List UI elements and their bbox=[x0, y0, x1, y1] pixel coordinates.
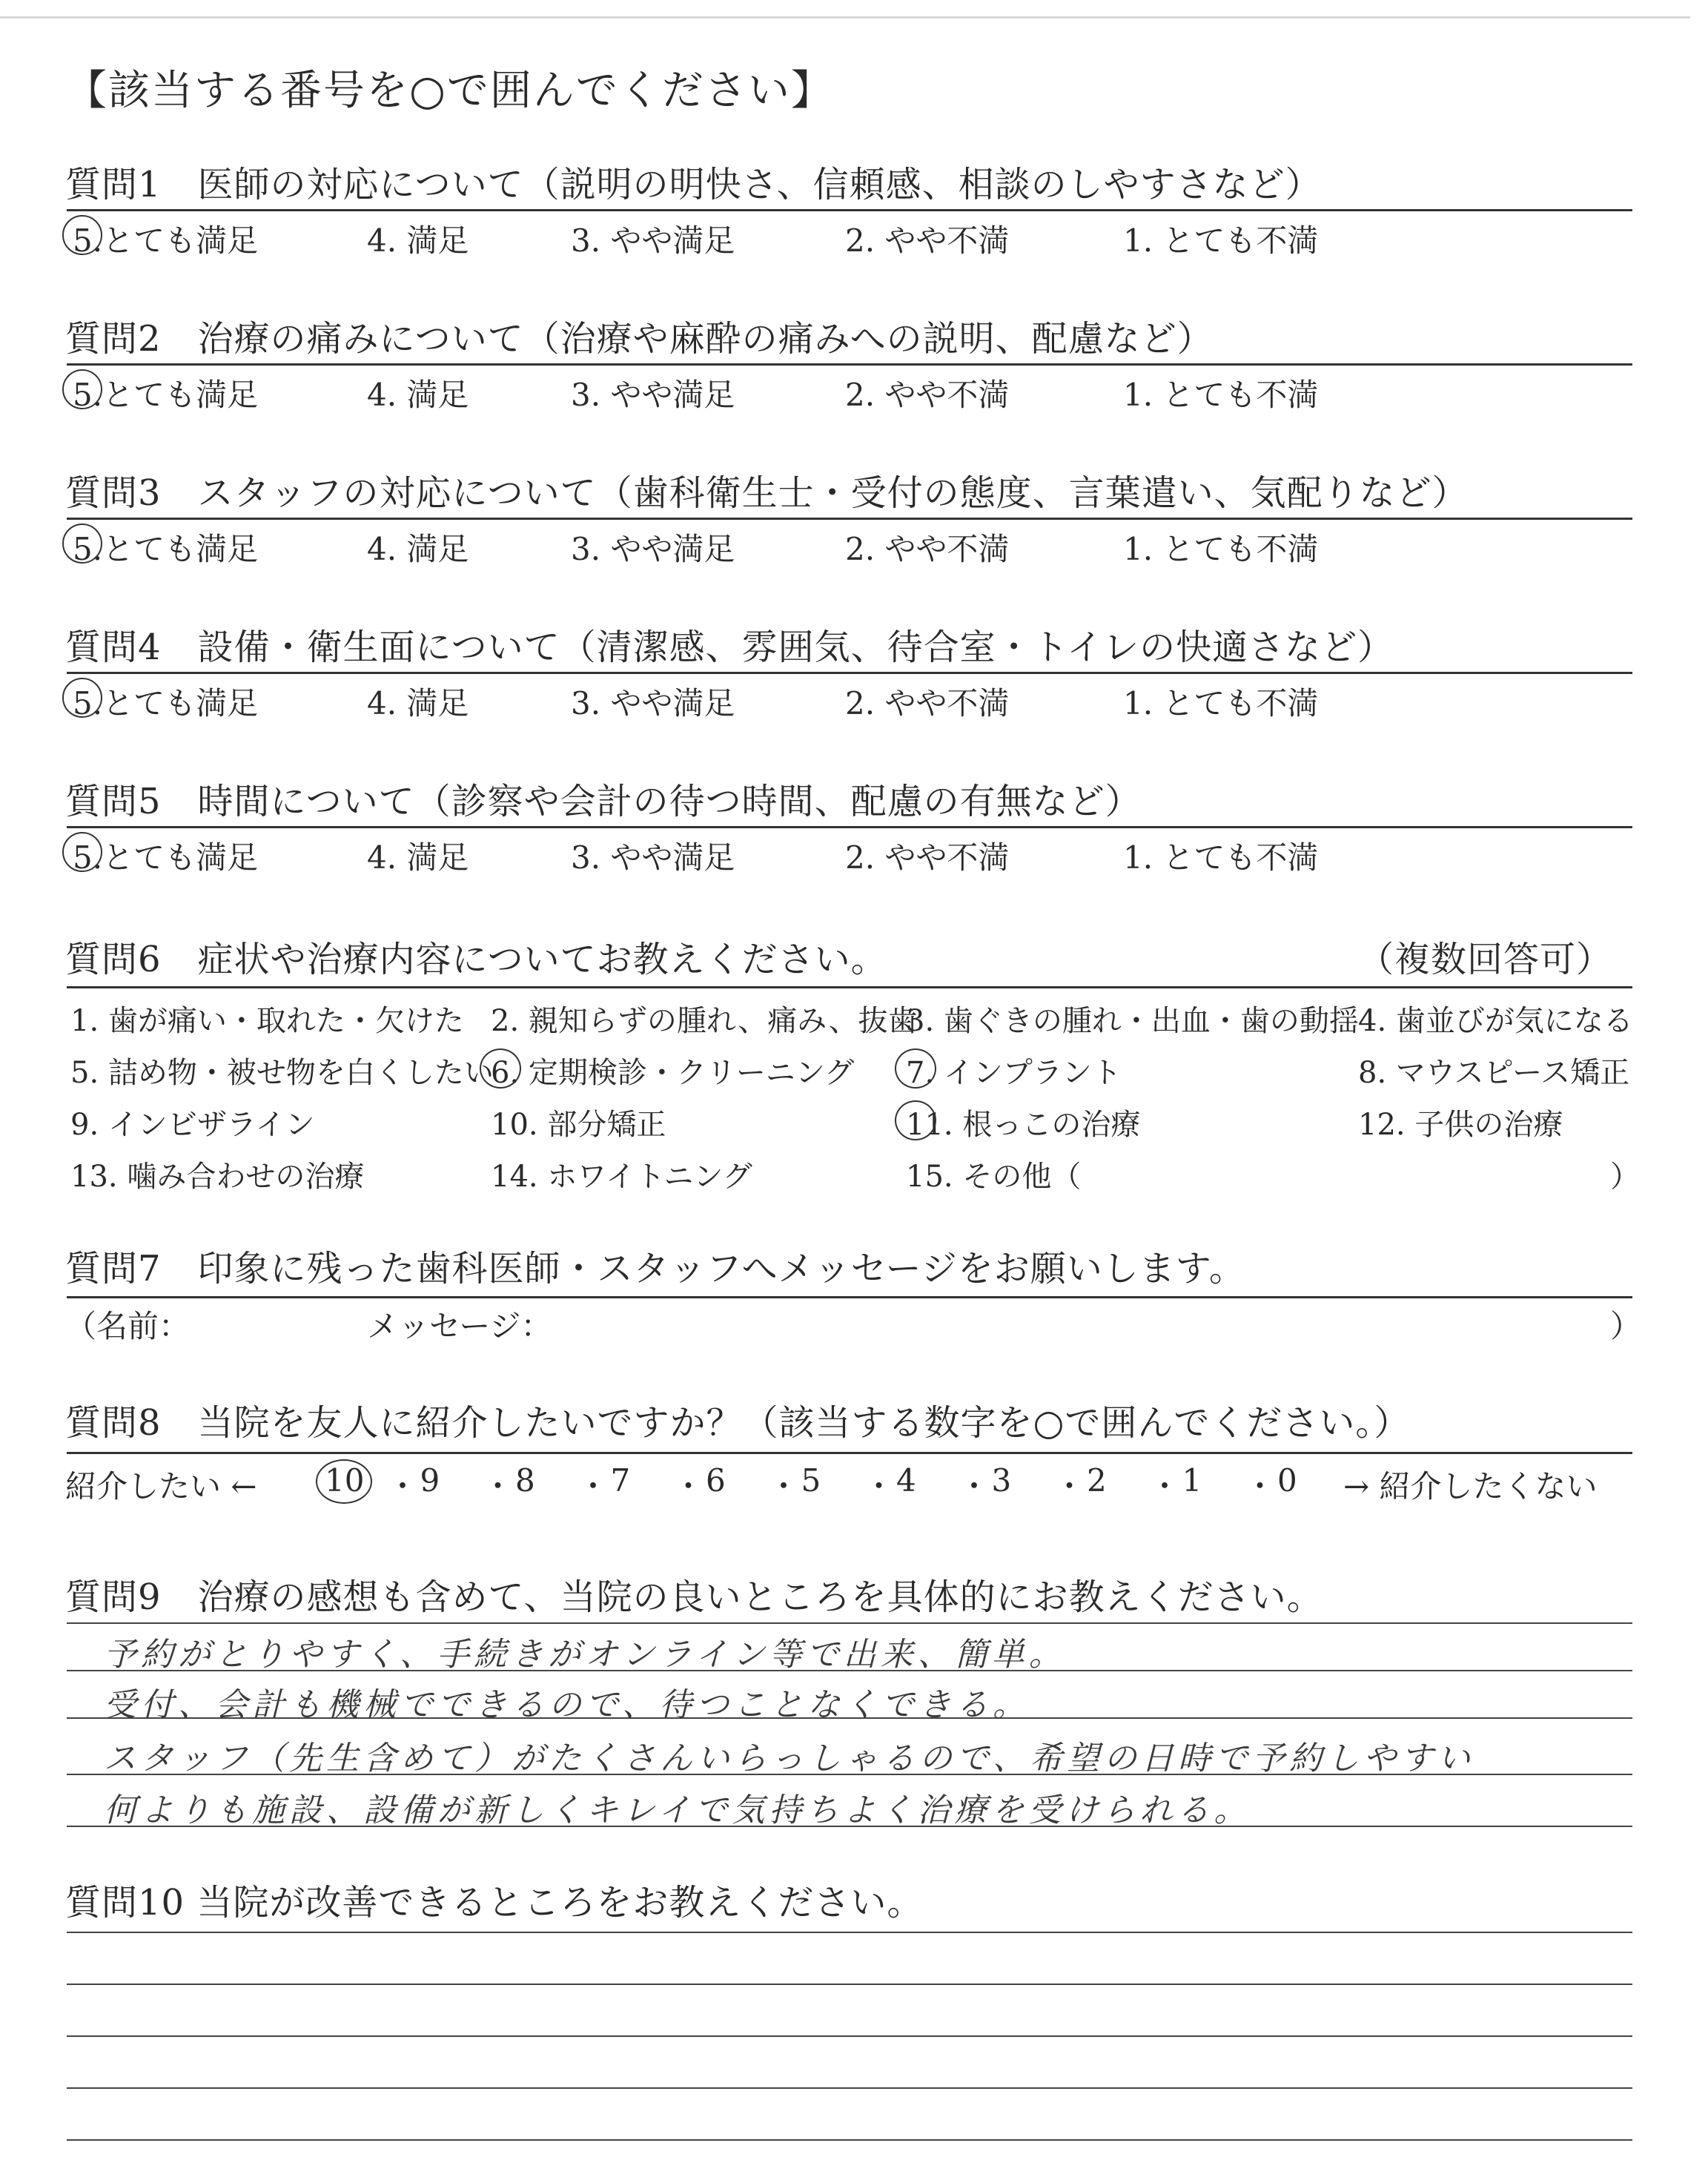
selection-circle bbox=[62, 678, 102, 718]
q8-scale-dot: ・ bbox=[959, 1468, 990, 1505]
selection-circle bbox=[62, 369, 102, 409]
q8-scale-value[interactable]: 3 bbox=[991, 1462, 1012, 1499]
q6-option[interactable]: 1. 歯が痛い・取れた・欠けた bbox=[70, 1004, 464, 1038]
q8-scale-dot: ・ bbox=[577, 1468, 609, 1505]
rating-option[interactable]: 1. とても不満 bbox=[1123, 685, 1319, 721]
rating-option[interactable]: 2. やや不満 bbox=[845, 839, 1010, 876]
q10-line-3 bbox=[67, 2087, 1632, 2089]
q6-option[interactable]: 15. その他（ bbox=[906, 1160, 1082, 1194]
rating-option[interactable]: 5.とても満足 bbox=[73, 377, 259, 413]
rating-option[interactable]: 5.とても満足 bbox=[73, 685, 259, 721]
q6-rule bbox=[67, 986, 1632, 988]
rating-option[interactable]: 3. やや満足 bbox=[571, 685, 735, 721]
q8-scale-dot: ・ bbox=[1053, 1468, 1085, 1505]
rating-option[interactable]: 2. やや不満 bbox=[845, 685, 1010, 721]
q8-scale-value[interactable]: 4 bbox=[896, 1462, 916, 1499]
question-rule bbox=[67, 209, 1632, 211]
q8-scale-value[interactable]: 5 bbox=[801, 1462, 821, 1499]
q9-answer-line: 何よりも施設、設備が新しくキレイで気持ちよく治療を受けられる。 bbox=[104, 1791, 1251, 1829]
q8-scale-value[interactable]: 2 bbox=[1087, 1462, 1107, 1499]
q7-title: 質問7 印象に残った歯科医師・スタッフへメッセージをお願いします。 bbox=[65, 1248, 1245, 1289]
q9-line-0 bbox=[67, 1622, 1632, 1624]
q6-option[interactable]: 10. 部分矯正 bbox=[491, 1108, 666, 1142]
question-rule bbox=[67, 826, 1632, 828]
q7-close-paren: ） bbox=[1610, 1308, 1642, 1344]
rating-option[interactable]: 3. やや満足 bbox=[571, 531, 735, 567]
q10-title: 質問10 当院が改善できるところをお教えください。 bbox=[65, 1882, 924, 1923]
q6-option[interactable]: 8. マウスピース矯正 bbox=[1358, 1056, 1630, 1090]
q6-option[interactable]: 12. 子供の治療 bbox=[1358, 1108, 1563, 1142]
rating-option[interactable]: 1. とても不満 bbox=[1123, 531, 1319, 567]
q7-message-label: メッセージ： bbox=[367, 1308, 552, 1344]
rating-option[interactable]: 4. 満足 bbox=[367, 839, 469, 876]
q10-line-4 bbox=[67, 2139, 1632, 2141]
q8-scale-value[interactable]: 1 bbox=[1182, 1462, 1202, 1499]
question-rule bbox=[67, 672, 1632, 674]
rating-option[interactable]: 4. 満足 bbox=[367, 685, 469, 721]
question-rule bbox=[67, 363, 1632, 366]
q6-option: ） bbox=[1610, 1160, 1640, 1194]
q10-line-1 bbox=[67, 1984, 1632, 1985]
q9-title: 質問9 治療の感想も含めて、当院の良いところを具体的にお教えください。 bbox=[65, 1576, 1323, 1618]
selection-circle bbox=[480, 1048, 521, 1089]
q9-answer-line: 予約がとりやすく、手続きがオンライン等で出来、簡単。 bbox=[104, 1636, 1066, 1674]
rating-option[interactable]: 4. 満足 bbox=[367, 377, 469, 413]
selection-circle bbox=[316, 1459, 372, 1504]
rating-option[interactable]: 2. やや不満 bbox=[845, 222, 1010, 259]
q6-option[interactable]: 9. インビザライン bbox=[70, 1108, 315, 1142]
q6-note: （複数回答可） bbox=[1358, 939, 1613, 980]
rating-option[interactable]: 1. とても不満 bbox=[1123, 222, 1319, 259]
q9-answer-line: スタッフ（先生含めて）がたくさんいらっしゃるので、希望の日時で予約しやすい bbox=[104, 1740, 1475, 1777]
q6-option[interactable]: 6. 定期検診・クリーニング bbox=[491, 1056, 855, 1090]
q7-rule bbox=[67, 1296, 1632, 1298]
rating-option[interactable]: 4. 満足 bbox=[367, 222, 469, 259]
rating-option[interactable]: 2. やや不満 bbox=[845, 531, 1010, 567]
rating-option[interactable]: 5.とても満足 bbox=[73, 839, 259, 876]
question-title: 質問5 時間について（診察や会計の待つ時間、配慮の有無など） bbox=[65, 781, 1142, 822]
q8-rule bbox=[67, 1452, 1632, 1454]
q6-option[interactable]: 5. 詰め物・被せ物を白くしたい bbox=[70, 1056, 494, 1090]
q8-scale-dot: ・ bbox=[1149, 1468, 1181, 1505]
q8-left-label: 紹介したい ← bbox=[65, 1468, 257, 1505]
selection-circle bbox=[62, 215, 102, 255]
selection-circle bbox=[62, 524, 102, 564]
q6-option[interactable]: 11. 根っこの治療 bbox=[906, 1108, 1141, 1142]
q8-scale-value[interactable]: 7 bbox=[610, 1462, 631, 1499]
top-border bbox=[0, 16, 1690, 19]
selection-circle bbox=[62, 832, 102, 872]
q6-option[interactable]: 13. 噛み合わせの治療 bbox=[70, 1160, 365, 1194]
q6-option[interactable]: 2. 親知らずの腫れ、痛み、抜歯 bbox=[491, 1004, 918, 1038]
q8-scale-dot: ・ bbox=[672, 1468, 704, 1505]
rating-option[interactable]: 5.とても満足 bbox=[73, 222, 259, 259]
q8-scale-value[interactable]: 8 bbox=[515, 1462, 535, 1499]
rating-option[interactable]: 1. とても不満 bbox=[1123, 377, 1319, 413]
question-title: 質問4 設備・衛生面について（清潔感、雰囲気、待合室・トイレの快適さなど） bbox=[65, 627, 1394, 668]
q6-option[interactable]: 3. 歯ぐきの腫れ・出血・歯の動揺 bbox=[906, 1004, 1359, 1038]
q9-answer-line: 受付、会計も機械でできるので、待つことなくできる。 bbox=[104, 1686, 1030, 1724]
q8-scale-dot: ・ bbox=[482, 1468, 514, 1505]
question-title: 質問1 医師の対応について（説明の明快さ、信頼感、相談のしやすさなど） bbox=[65, 164, 1322, 205]
q6-option[interactable]: 14. ホワイトニング bbox=[491, 1160, 752, 1194]
q8-title: 質問8 当院を友人に紹介したいですか？（該当する数字を○で囲んでください。） bbox=[65, 1402, 1411, 1444]
rating-option[interactable]: 3. やや満足 bbox=[571, 222, 735, 259]
question-title: 質問2 治療の痛みについて（治療や麻酔の痛みへの説明、配慮など） bbox=[65, 318, 1214, 360]
q6-option[interactable]: 7. インプラント bbox=[906, 1056, 1122, 1090]
q6-option[interactable]: 4. 歯並びが気になる bbox=[1358, 1004, 1633, 1038]
q8-right-label: → 紹介したくない bbox=[1343, 1468, 1598, 1505]
rating-option[interactable]: 2. やや不満 bbox=[845, 377, 1010, 413]
rating-option[interactable]: 4. 満足 bbox=[367, 531, 469, 567]
q8-scale-dot: ・ bbox=[387, 1468, 419, 1505]
question-title: 質問3 スタッフの対応について（歯科衛生士・受付の態度、言葉遣い、気配りなど） bbox=[65, 472, 1469, 514]
q10-line-2 bbox=[67, 2035, 1632, 2037]
q8-scale-dot: ・ bbox=[863, 1468, 895, 1505]
q8-scale-value[interactable]: 9 bbox=[420, 1462, 440, 1499]
q7-name-label: （名前： bbox=[65, 1308, 191, 1344]
rating-option[interactable]: 3. やや満足 bbox=[571, 377, 735, 413]
rating-option[interactable]: 5.とても満足 bbox=[73, 531, 259, 567]
q8-scale-dot: ・ bbox=[768, 1468, 800, 1505]
q8-scale-dot: ・ bbox=[1244, 1468, 1276, 1505]
rating-option[interactable]: 1. とても不満 bbox=[1123, 839, 1319, 876]
rating-option[interactable]: 3. やや満足 bbox=[571, 839, 735, 876]
q8-scale-value[interactable]: 10 bbox=[325, 1462, 365, 1499]
selection-circle bbox=[895, 1048, 936, 1089]
question-rule bbox=[67, 518, 1632, 520]
q8-scale-value[interactable]: 6 bbox=[706, 1462, 726, 1499]
selection-circle bbox=[895, 1100, 936, 1140]
q6-title: 質問6 症状や治療内容についてお教えください。 bbox=[65, 939, 887, 980]
page-header: 【該当する番号を○で囲んでください】 bbox=[65, 67, 834, 115]
q10-line-0 bbox=[67, 1932, 1632, 1933]
q8-scale-value[interactable]: 0 bbox=[1277, 1462, 1297, 1499]
